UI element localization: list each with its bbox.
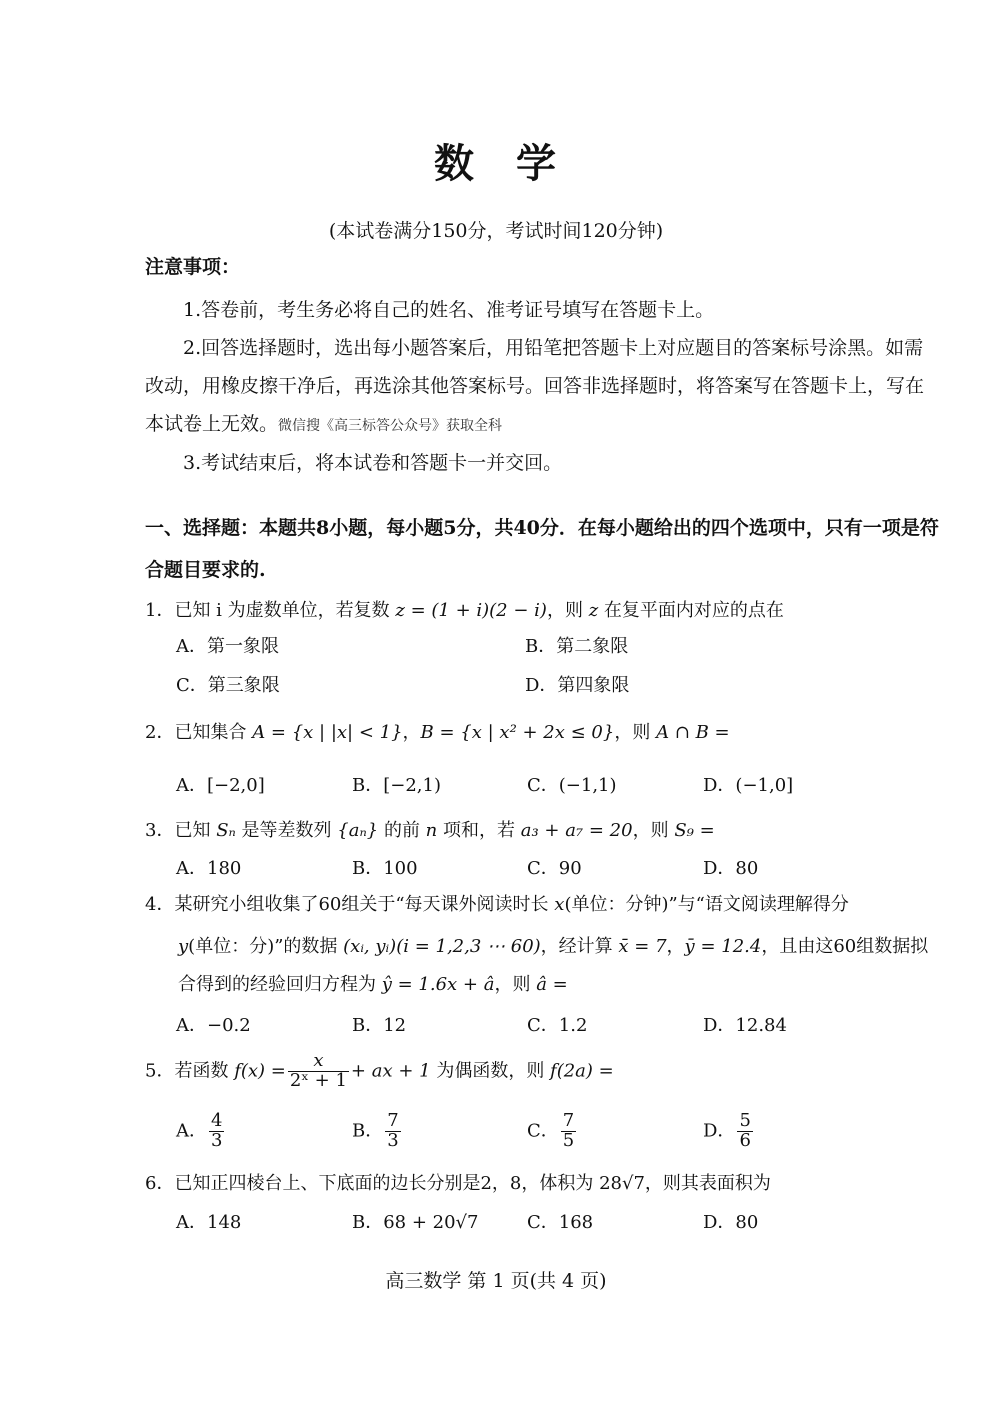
- question-text: 是等差数列: [235, 820, 338, 841]
- formula: f(x) =: [234, 1060, 286, 1082]
- option-label: B．: [352, 1120, 384, 1142]
- question-number: 3．: [145, 820, 175, 841]
- question-number: 1．: [145, 600, 175, 621]
- question-text: 为偶函数，则: [430, 1060, 551, 1082]
- option-label: D．: [703, 1120, 736, 1142]
- question-text: ，则: [546, 600, 589, 621]
- page-title: [0, 132, 992, 189]
- q3-option-b: B．100: [352, 858, 418, 879]
- fraction-denominator: 6: [739, 1129, 751, 1151]
- fraction: [209, 1112, 224, 1151]
- notice-item-2-end: 本试卷上无效。: [145, 413, 279, 435]
- watermark-text: 微信搜《高三标答公众号》获取全科: [278, 418, 503, 434]
- question-5-stem: [145, 1052, 614, 1091]
- q6-option-c: C．168: [527, 1212, 594, 1233]
- fraction: [288, 1052, 349, 1091]
- title-part-2: 学: [516, 140, 558, 187]
- question-text: 的前: [378, 820, 426, 841]
- question-text: 已知集合: [174, 722, 253, 743]
- question-4-line-3: [178, 970, 568, 996]
- exam-info: (本试卷满分150分，考试时间120分钟): [328, 220, 664, 242]
- fraction: [737, 1112, 752, 1151]
- question-text: 某研究小组收集了60组关于“每天课外阅读时长: [174, 894, 555, 915]
- question-number: 2．: [145, 722, 175, 743]
- question-6-stem: [145, 1169, 771, 1195]
- option-label: C．: [527, 1120, 559, 1142]
- fraction: [561, 1112, 576, 1151]
- fraction-numerator: x: [288, 1052, 349, 1072]
- fraction-numerator: 5: [739, 1110, 751, 1131]
- question-text: 若函数: [174, 1060, 235, 1082]
- q3-option-d: D．80: [703, 858, 759, 879]
- question-text: ，则: [494, 974, 537, 995]
- formula: z = (1 + i)(2 − i): [395, 600, 547, 621]
- q5-option-b: [352, 1112, 403, 1151]
- fraction-numerator: 7: [562, 1110, 575, 1131]
- formula: (xᵢ, yᵢ)(i = 1,2,3 ⋯ 60): [343, 936, 541, 957]
- fraction-denominator: 5: [562, 1129, 575, 1151]
- variable: y: [178, 936, 189, 957]
- question-text: 在复平面内对应的点在: [598, 600, 784, 621]
- notice-item-1: 1.答卷前，考生务必将自己的姓名、准考证号填写在答题卡上。: [183, 299, 715, 321]
- q6-option-a: A．148: [176, 1212, 242, 1233]
- section-1-heading-line-2: 合题目要求的.: [145, 559, 266, 581]
- q1-option-b: B．第二象限: [525, 636, 629, 657]
- formula: x̄ = 7: [618, 936, 667, 957]
- formula: f(2a) =: [550, 1060, 614, 1082]
- fraction-denominator: 3: [211, 1129, 223, 1151]
- formula: ȳ = 12.4: [684, 936, 762, 957]
- question-text: 合得到的经验回归方程为: [178, 974, 382, 995]
- q4-option-b: B．12: [352, 1015, 407, 1036]
- q6-option-d: D．80: [703, 1212, 759, 1233]
- question-text: ，则: [614, 722, 657, 743]
- question-text: ，且由这60组数据拟: [761, 936, 929, 957]
- fraction-denominator: 3: [387, 1129, 399, 1151]
- notice-heading: 注意事项：: [145, 256, 241, 278]
- variable: n: [425, 820, 438, 841]
- fraction: [385, 1112, 400, 1151]
- title-part-1: 数: [434, 140, 476, 187]
- q5-option-d: [703, 1112, 755, 1151]
- page-footer: 高三数学 第 1 页(共 4 页): [385, 1270, 607, 1292]
- variable: z: [588, 600, 599, 621]
- notice-item-2-line-3: [145, 409, 502, 436]
- q1-option-d: D．第四象限: [525, 675, 630, 696]
- question-text: 已知正四棱台上、下底面的边长分别是2，8，体积为 28√7，则其表面积为: [174, 1173, 771, 1194]
- q2-option-a: A．[−2,0]: [176, 775, 265, 796]
- formula: â =: [536, 974, 568, 995]
- question-text: (单位：分钟)”与“语文阅读理解得分: [564, 894, 849, 915]
- variable: x: [554, 894, 565, 915]
- formula: A ∩ B =: [656, 722, 730, 743]
- fraction-numerator: 4: [211, 1110, 223, 1131]
- question-1-stem: [145, 596, 784, 622]
- option-label: A．: [176, 1120, 207, 1142]
- q5-option-c: [527, 1112, 578, 1151]
- question-text: 已知 i 为虚数单位，若复数: [174, 600, 396, 621]
- question-text: ，: [402, 722, 421, 743]
- question-text: 已知: [174, 820, 217, 841]
- question-text: ，则: [632, 820, 675, 841]
- question-3-stem: [145, 816, 715, 842]
- q4-option-c: C．1.2: [527, 1015, 588, 1036]
- q4-option-d: D．12.84: [703, 1015, 787, 1036]
- q3-option-c: C．90: [527, 858, 582, 879]
- question-number: 5．: [145, 1060, 175, 1082]
- q1-option-a: A．第一象限: [176, 636, 279, 657]
- question-text: 项和，若: [437, 820, 521, 841]
- formula: ŷ = 1.6x + â: [381, 974, 495, 995]
- question-text: (单位：分)”的数据: [188, 936, 344, 957]
- notice-item-2-line-1: 2.回答选择题时，选出每小题答案后，用铅笔把答题卡上对应题目的答案标号涂黑。如需: [183, 337, 924, 359]
- q2-option-c: C．(−1,1): [527, 775, 617, 796]
- section-1-heading-line-1: 一、选择题：本题共8小题，每小题5分，共40分．在每小题给出的四个选项中，只有一项是符: [145, 517, 939, 539]
- q5-option-a: [176, 1112, 226, 1151]
- formula: + ax + 1: [350, 1060, 431, 1082]
- notice-item-2-line-2: 改动，用橡皮擦干净后，再选涂其他答案标号。回答非选择题时，将答案写在答题卡上，写在: [145, 375, 925, 397]
- variable: Sₙ: [216, 820, 236, 841]
- q2-option-b: B．[−2,1): [352, 775, 441, 796]
- set-b: B = {x | x² + 2x ≤ 0}: [420, 722, 615, 743]
- q2-option-d: D．(−1,0]: [703, 775, 794, 796]
- formula: S₉ =: [674, 820, 715, 841]
- sequence: {aₙ}: [337, 820, 379, 841]
- question-number: 4．: [145, 894, 175, 915]
- formula: a₃ + a₇ = 20: [520, 820, 633, 841]
- question-number: 6．: [145, 1173, 175, 1194]
- set-a: A = {x | |x| < 1}: [252, 722, 403, 743]
- q6-option-b: B．68 + 20√7: [352, 1212, 479, 1233]
- fraction-denominator: 2ˣ + 1: [289, 1069, 347, 1091]
- question-2-stem: [145, 718, 730, 744]
- question-4-line-2: [178, 932, 928, 958]
- notice-item-3: 3.考试结束后，将本试卷和答题卡一并交回。: [183, 452, 563, 474]
- fraction-numerator: 7: [387, 1110, 399, 1131]
- question-4-line-1: [145, 890, 849, 916]
- q4-option-a: A．−0.2: [176, 1015, 251, 1036]
- question-text: ，: [666, 936, 685, 957]
- q3-option-a: A．180: [176, 858, 242, 879]
- q1-option-c: C．第三象限: [176, 675, 280, 696]
- question-text: ，经计算: [540, 936, 619, 957]
